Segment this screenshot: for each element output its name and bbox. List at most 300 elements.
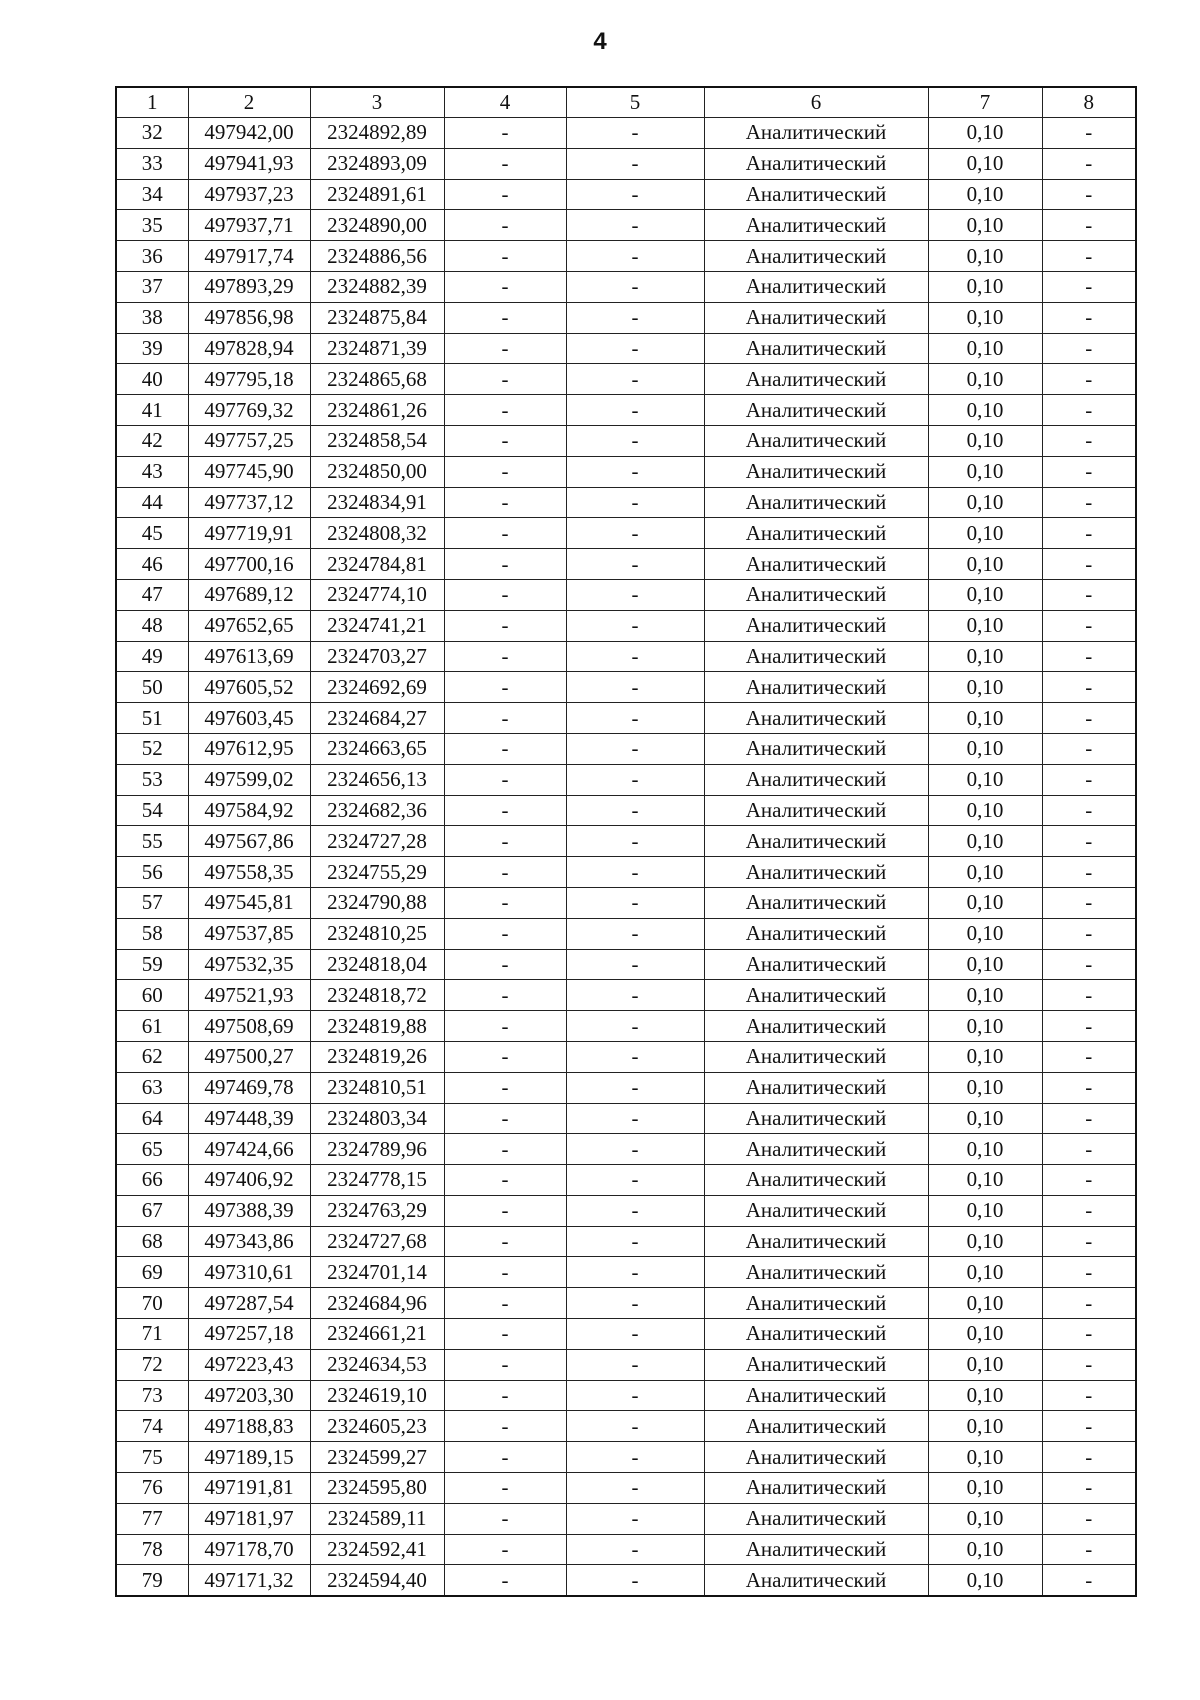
table-row [116, 703, 1136, 734]
table-cell: 0,10 [928, 210, 1042, 241]
table-cell: 497652,65 [188, 610, 310, 641]
table-cell: - [444, 333, 566, 364]
table-row [116, 210, 1136, 241]
table-cell: 2324803,34 [310, 1103, 444, 1134]
table-row [116, 795, 1136, 826]
table-cell: 55 [116, 826, 188, 857]
table-cell: 76 [116, 1473, 188, 1504]
table-cell: 2324661,21 [310, 1319, 444, 1350]
table-cell: - [566, 1288, 704, 1319]
table-cell: - [444, 395, 566, 426]
table-cell: - [444, 518, 566, 549]
table-cell: - [444, 364, 566, 395]
table-cell: 52 [116, 733, 188, 764]
table-cell: 0,10 [928, 333, 1042, 364]
table-cell: 497500,27 [188, 1041, 310, 1072]
table-cell: 497424,66 [188, 1134, 310, 1165]
table-cell: 2324808,32 [310, 518, 444, 549]
table-cell: - [444, 918, 566, 949]
table-cell: 2324592,41 [310, 1534, 444, 1565]
column-header: 8 [1042, 87, 1136, 118]
table-cell: 497737,12 [188, 487, 310, 518]
table-cell: 2324858,54 [310, 425, 444, 456]
table-cell: 0,10 [928, 487, 1042, 518]
table-cell: - [1042, 148, 1136, 179]
table-cell: - [444, 1165, 566, 1196]
table-cell: Аналитический [704, 1011, 928, 1042]
table-cell: 64 [116, 1103, 188, 1134]
table-header-row [116, 87, 1136, 118]
table-cell: 497745,90 [188, 456, 310, 487]
table-cell: 66 [116, 1165, 188, 1196]
table-cell: - [444, 487, 566, 518]
table-row [116, 333, 1136, 364]
table-cell: 2324684,27 [310, 703, 444, 734]
table-cell: 57 [116, 887, 188, 918]
coordinates-table [115, 86, 1137, 1597]
table-cell: - [1042, 1503, 1136, 1534]
table-cell: - [444, 1226, 566, 1257]
table-cell: Аналитический [704, 1041, 928, 1072]
table-cell: 2324871,39 [310, 333, 444, 364]
table-cell: - [566, 1226, 704, 1257]
table-cell: Аналитический [704, 1195, 928, 1226]
table-cell: - [566, 148, 704, 179]
table-cell: - [1042, 672, 1136, 703]
table-cell: 497769,32 [188, 395, 310, 426]
table-cell: 62 [116, 1041, 188, 1072]
table-cell: 32 [116, 118, 188, 149]
table-cell: 0,10 [928, 1473, 1042, 1504]
table-cell: Аналитический [704, 857, 928, 888]
table-cell: 72 [116, 1349, 188, 1380]
table-cell: 75 [116, 1442, 188, 1473]
table-cell: - [444, 1319, 566, 1350]
table-cell: - [566, 1442, 704, 1473]
table-cell: 70 [116, 1288, 188, 1319]
table-cell: 33 [116, 148, 188, 179]
table-cell: 497188,83 [188, 1411, 310, 1442]
table-cell: - [1042, 1134, 1136, 1165]
table-cell: 2324656,13 [310, 764, 444, 795]
table-row [116, 395, 1136, 426]
table-cell: 35 [116, 210, 188, 241]
table-cell: 42 [116, 425, 188, 456]
table-cell: - [566, 241, 704, 272]
column-header: 3 [310, 87, 444, 118]
table-cell: - [444, 118, 566, 149]
table-cell: - [1042, 518, 1136, 549]
table-cell: - [444, 1011, 566, 1042]
table-cell: - [1042, 1411, 1136, 1442]
table-cell: - [566, 733, 704, 764]
table-cell: 0,10 [928, 1226, 1042, 1257]
table-cell: Аналитический [704, 333, 928, 364]
table-row [116, 1380, 1136, 1411]
table-cell: 2324778,15 [310, 1165, 444, 1196]
table-cell: - [444, 1195, 566, 1226]
table-cell: 0,10 [928, 241, 1042, 272]
table-cell: 0,10 [928, 1103, 1042, 1134]
table-cell: Аналитический [704, 302, 928, 333]
table-cell: 497189,15 [188, 1442, 310, 1473]
table-cell: 2324663,65 [310, 733, 444, 764]
table-cell: Аналитический [704, 672, 928, 703]
table-cell: - [444, 826, 566, 857]
table-cell: 497828,94 [188, 333, 310, 364]
table-cell: Аналитический [704, 1288, 928, 1319]
table-cell: - [1042, 1257, 1136, 1288]
table-row [116, 672, 1136, 703]
table-cell: - [1042, 764, 1136, 795]
table-cell: - [444, 1473, 566, 1504]
table-row [116, 302, 1136, 333]
table-cell: Аналитический [704, 1503, 928, 1534]
table-cell: - [566, 918, 704, 949]
table-cell: Аналитический [704, 887, 928, 918]
table-cell: - [444, 1103, 566, 1134]
table-cell: 51 [116, 703, 188, 734]
table-cell: 0,10 [928, 1072, 1042, 1103]
table-cell: 2324819,88 [310, 1011, 444, 1042]
table-cell: - [566, 1257, 704, 1288]
table-cell: 0,10 [928, 148, 1042, 179]
table-cell: 497343,86 [188, 1226, 310, 1257]
table-cell: Аналитический [704, 518, 928, 549]
table-cell: - [566, 1411, 704, 1442]
table-cell: - [444, 672, 566, 703]
table-cell: 49 [116, 641, 188, 672]
table-cell: 0,10 [928, 1534, 1042, 1565]
table-cell: 497287,54 [188, 1288, 310, 1319]
table-cell: - [1042, 1442, 1136, 1473]
table-row [116, 1411, 1136, 1442]
table-cell: 41 [116, 395, 188, 426]
table-cell: 79 [116, 1565, 188, 1596]
table-cell: - [566, 1534, 704, 1565]
table-cell: 0,10 [928, 949, 1042, 980]
table-row [116, 487, 1136, 518]
table-cell: - [1042, 949, 1136, 980]
table-cell: 46 [116, 549, 188, 580]
table-cell: 0,10 [928, 980, 1042, 1011]
table-cell: - [566, 1565, 704, 1596]
page-number: 4 [593, 28, 607, 55]
table-cell: 0,10 [928, 364, 1042, 395]
table-cell: 0,10 [928, 918, 1042, 949]
table-cell: 2324682,36 [310, 795, 444, 826]
table-cell: - [1042, 887, 1136, 918]
table-cell: 2324819,26 [310, 1041, 444, 1072]
table-cell: 74 [116, 1411, 188, 1442]
table-cell: 2324890,00 [310, 210, 444, 241]
table-cell: 2324810,51 [310, 1072, 444, 1103]
table-cell: 2324893,09 [310, 148, 444, 179]
table-cell: - [566, 579, 704, 610]
table-cell: - [1042, 456, 1136, 487]
column-header: 6 [704, 87, 928, 118]
table-cell: 0,10 [928, 1503, 1042, 1534]
table-cell: 497310,61 [188, 1257, 310, 1288]
table-cell: Аналитический [704, 733, 928, 764]
table-row [116, 1165, 1136, 1196]
table-cell: 497545,81 [188, 887, 310, 918]
table-row [116, 1319, 1136, 1350]
table-cell: 497893,29 [188, 271, 310, 302]
table-cell: 497599,02 [188, 764, 310, 795]
table-cell: 2324763,29 [310, 1195, 444, 1226]
table-cell: 497191,81 [188, 1473, 310, 1504]
table-cell: - [566, 980, 704, 1011]
table-cell: Аналитический [704, 210, 928, 241]
table-cell: 497532,35 [188, 949, 310, 980]
table-row [116, 1503, 1136, 1534]
table-cell: - [1042, 241, 1136, 272]
table-cell: - [566, 1473, 704, 1504]
table-row [116, 456, 1136, 487]
table-cell: 497521,93 [188, 980, 310, 1011]
table-cell: - [1042, 1195, 1136, 1226]
table-cell: 0,10 [928, 1257, 1042, 1288]
table-row [116, 641, 1136, 672]
table-cell: 497223,43 [188, 1349, 310, 1380]
table-cell: - [444, 949, 566, 980]
table-cell: - [566, 1011, 704, 1042]
table-cell: 497941,93 [188, 148, 310, 179]
table-cell: Аналитический [704, 1165, 928, 1196]
table-cell: - [1042, 795, 1136, 826]
table-cell: Аналитический [704, 241, 928, 272]
table-row [116, 1134, 1136, 1165]
table-cell: - [1042, 1226, 1136, 1257]
table-cell: - [444, 764, 566, 795]
table-cell: - [566, 672, 704, 703]
table-cell: - [566, 1503, 704, 1534]
table-cell: 58 [116, 918, 188, 949]
table-cell: - [444, 241, 566, 272]
table-cell: 497795,18 [188, 364, 310, 395]
table-cell: - [1042, 549, 1136, 580]
table-row [116, 364, 1136, 395]
table-cell: 0,10 [928, 302, 1042, 333]
table-cell: - [444, 549, 566, 580]
table-cell: 497178,70 [188, 1534, 310, 1565]
table-cell: 2324784,81 [310, 549, 444, 580]
table-row [116, 1226, 1136, 1257]
table-cell: Аналитический [704, 1565, 928, 1596]
table-cell: Аналитический [704, 1473, 928, 1504]
table-row [116, 518, 1136, 549]
table-cell: - [566, 456, 704, 487]
table-cell: Аналитический [704, 1226, 928, 1257]
table-cell: - [566, 487, 704, 518]
table-cell: 2324599,27 [310, 1442, 444, 1473]
table-cell: 50 [116, 672, 188, 703]
table-row [116, 1565, 1136, 1596]
column-header: 5 [566, 87, 704, 118]
table-cell: - [444, 857, 566, 888]
table-cell: - [566, 425, 704, 456]
table-cell: Аналитический [704, 1442, 928, 1473]
table-cell: 497605,52 [188, 672, 310, 703]
table-cell: - [566, 1319, 704, 1350]
table-cell: 0,10 [928, 1011, 1042, 1042]
table-cell: - [444, 179, 566, 210]
table-cell: Аналитический [704, 949, 928, 980]
table-cell: - [444, 980, 566, 1011]
table-cell: - [566, 1195, 704, 1226]
table-cell: 71 [116, 1319, 188, 1350]
table-cell: - [566, 179, 704, 210]
table-cell: 43 [116, 456, 188, 487]
table-cell: 0,10 [928, 118, 1042, 149]
table-cell: - [566, 1072, 704, 1103]
table-cell: 0,10 [928, 179, 1042, 210]
table-cell: Аналитический [704, 1072, 928, 1103]
table-cell: 0,10 [928, 1411, 1042, 1442]
table-cell: - [566, 1103, 704, 1134]
table-cell: 2324703,27 [310, 641, 444, 672]
table-cell: 497567,86 [188, 826, 310, 857]
table-cell: 497856,98 [188, 302, 310, 333]
table-cell: 2324882,39 [310, 271, 444, 302]
table-cell: 2324755,29 [310, 857, 444, 888]
table-cell: - [1042, 302, 1136, 333]
table-cell: 2324594,40 [310, 1565, 444, 1596]
table-cell: - [566, 210, 704, 241]
table-cell: 40 [116, 364, 188, 395]
table-cell: - [444, 1134, 566, 1165]
table-cell: 0,10 [928, 1165, 1042, 1196]
table-cell: 2324891,61 [310, 179, 444, 210]
table-cell: 2324861,26 [310, 395, 444, 426]
table-row [116, 549, 1136, 580]
table-cell: 2324818,04 [310, 949, 444, 980]
table-cell: - [1042, 918, 1136, 949]
table-cell: - [444, 1534, 566, 1565]
table-cell: 497700,16 [188, 549, 310, 580]
table-cell: 0,10 [928, 795, 1042, 826]
table-cell: - [566, 364, 704, 395]
table-cell: 0,10 [928, 1288, 1042, 1319]
table-row [116, 579, 1136, 610]
table-row [116, 1072, 1136, 1103]
table-cell: 0,10 [928, 1349, 1042, 1380]
table-cell: 0,10 [928, 1565, 1042, 1596]
table-cell: - [1042, 179, 1136, 210]
table-cell: 497937,23 [188, 179, 310, 210]
table-cell: 2324810,25 [310, 918, 444, 949]
table-row [116, 610, 1136, 641]
table-cell: 2324692,69 [310, 672, 444, 703]
table-cell: 497603,45 [188, 703, 310, 734]
table-row [116, 1534, 1136, 1565]
table-cell: 2324684,96 [310, 1288, 444, 1319]
table-cell: 34 [116, 179, 188, 210]
table-cell: - [444, 1349, 566, 1380]
table-cell: Аналитический [704, 1134, 928, 1165]
table-cell: Аналитический [704, 395, 928, 426]
table-cell: Аналитический [704, 1103, 928, 1134]
table-cell: 0,10 [928, 518, 1042, 549]
table-cell: 36 [116, 241, 188, 272]
table-row [116, 1195, 1136, 1226]
table-cell: Аналитический [704, 1534, 928, 1565]
table-row [116, 857, 1136, 888]
table-cell: Аналитический [704, 118, 928, 149]
table-cell: - [1042, 641, 1136, 672]
table-cell: - [566, 1041, 704, 1072]
table-cell: 45 [116, 518, 188, 549]
table-row [116, 1442, 1136, 1473]
table-row [116, 148, 1136, 179]
table-cell: - [1042, 1349, 1136, 1380]
table-cell: - [1042, 1072, 1136, 1103]
table-cell: Аналитический [704, 487, 928, 518]
table-cell: - [566, 610, 704, 641]
table-cell: - [444, 456, 566, 487]
table-cell: 65 [116, 1134, 188, 1165]
table-cell: 2324589,11 [310, 1503, 444, 1534]
table-cell: 497448,39 [188, 1103, 310, 1134]
table-cell: 0,10 [928, 1041, 1042, 1072]
table-row [116, 1011, 1136, 1042]
table-row [116, 271, 1136, 302]
table-cell: 497942,00 [188, 118, 310, 149]
table-cell: Аналитический [704, 1411, 928, 1442]
table-cell: 0,10 [928, 395, 1042, 426]
table-cell: 39 [116, 333, 188, 364]
table-cell: Аналитический [704, 703, 928, 734]
table-cell: 68 [116, 1226, 188, 1257]
table-cell: 0,10 [928, 579, 1042, 610]
table-cell: 53 [116, 764, 188, 795]
table-cell: 38 [116, 302, 188, 333]
table-cell: 48 [116, 610, 188, 641]
table-row [116, 949, 1136, 980]
table-row [116, 980, 1136, 1011]
table-cell: - [1042, 1319, 1136, 1350]
table-cell: 2324727,68 [310, 1226, 444, 1257]
column-header: 2 [188, 87, 310, 118]
table-cell: - [1042, 1041, 1136, 1072]
table-cell: - [566, 795, 704, 826]
table-cell: - [444, 1288, 566, 1319]
table-cell: 2324850,00 [310, 456, 444, 487]
column-header: 7 [928, 87, 1042, 118]
table-row [116, 826, 1136, 857]
table-cell: 2324741,21 [310, 610, 444, 641]
table-row [116, 1257, 1136, 1288]
table-body [116, 87, 1136, 1596]
table-cell: - [1042, 857, 1136, 888]
table-cell: 0,10 [928, 733, 1042, 764]
table-cell: 497937,71 [188, 210, 310, 241]
table-row [116, 918, 1136, 949]
table-cell: 61 [116, 1011, 188, 1042]
table-cell: 0,10 [928, 425, 1042, 456]
table-cell: 2324619,10 [310, 1380, 444, 1411]
table-cell: - [1042, 980, 1136, 1011]
table-cell: - [1042, 1165, 1136, 1196]
table-cell: 497508,69 [188, 1011, 310, 1042]
table-cell: 2324834,91 [310, 487, 444, 518]
table-cell: 497558,35 [188, 857, 310, 888]
table-cell: - [566, 1380, 704, 1411]
table-cell: - [444, 641, 566, 672]
table-cell: - [566, 887, 704, 918]
table-cell: - [444, 1072, 566, 1103]
